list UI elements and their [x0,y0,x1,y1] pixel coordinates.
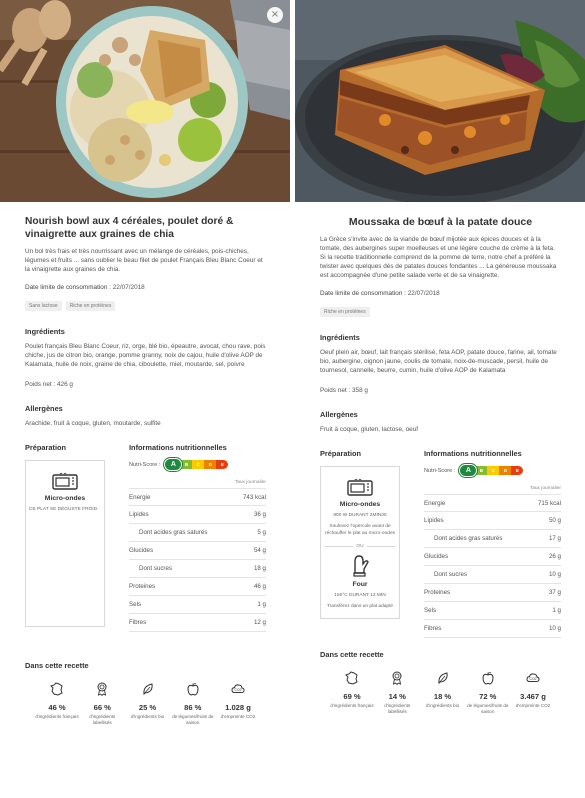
nutrition-row [424,584,561,602]
close-icon[interactable]: × [267,7,283,23]
nourish-bowl-image [0,0,290,202]
nutrition-row [424,530,561,548]
nutrient-name: Lipides [129,511,149,518]
nutrient-value: 37 g [548,589,561,596]
nutri-score-e: E [216,460,228,469]
net-weight-value: 426 g [56,381,73,388]
stat-label: d'ingrédients labellisés [384,703,411,714]
microwave-icon [347,479,373,497]
expiry-date [320,290,561,297]
nutrient-name: Dont acides gras saturés [139,529,208,536]
recipe-stats-heading: Dans cette recette [25,661,89,670]
ingredients-heading: Ingrédients [25,327,65,336]
nutri-score-b: B [475,466,487,475]
nutrition-row [424,620,561,638]
nutrition-row [424,512,561,530]
nutrient-value: 54 g [253,547,266,554]
stat-value: 1.028 g [225,703,251,712]
nutrient-value: 46 g [253,583,266,590]
nutrition-row [129,578,266,596]
net-weight-value: 358 g [351,387,368,394]
prep-method-name: Micro-ondes [339,501,381,508]
tag-lactose-free: Sans lactose [25,301,62,311]
stat-label: d'ingrédients bio [130,714,165,719]
nutrient-name: Proteines [424,589,451,596]
preparation-section [25,443,129,632]
nutrition-row [129,524,266,542]
stat-value: 86 % [184,703,202,712]
daily-value-label: Taux journalier [234,480,266,485]
prep-note: CE PLAT SE DÉGUSTE FROID. [29,507,99,512]
stat-value: 25 % [138,703,157,712]
prep-or-divider: OU [324,544,396,549]
stat-value: 69 % [343,692,361,701]
prep-note: Soulevez l'opercule avant de réchauffer le plat au micro-ondes [324,524,396,536]
stat-value: 3.467 g [520,692,546,701]
nutri-score-d: D [499,466,511,475]
nutrient-name: Dont sucres [139,565,173,572]
nutri-score-label: Nutri-Score : [424,467,456,474]
stat-labelled-ingredients [80,682,124,725]
nutrient-name: Dont sucres [434,571,468,578]
net-weight [25,381,266,388]
co2-cloud-icon [526,671,540,685]
nutrition-row [129,596,266,614]
stat-organic-ingredients [126,682,170,725]
nutrition-heading: Informations nutritionnelles [129,443,227,452]
svg-text:CO2: CO2 [529,677,537,681]
nutrition-row [424,566,561,584]
expiry-date-label: Date limite de consommation : [25,284,111,291]
stat-label: de légumes/fruits de saison [172,714,214,725]
diet-tags [25,301,266,311]
nutrition-row [129,542,266,560]
nutrient-name: Fibres [424,625,442,632]
stat-value: 66 % [93,703,111,712]
nutrition-row [424,602,561,620]
preparation-box [25,460,105,627]
nutri-score-scale [459,464,523,477]
ingredients-heading: Ingrédients [320,333,360,342]
stat-label: d'ingrédients labellisés [89,714,116,725]
nutri-score-a-selected: A [164,458,182,471]
nutrient-name: Fibres [129,619,147,626]
preparation-heading: Préparation [25,443,67,452]
leaf-icon [141,682,155,696]
nutrition-section [129,443,266,632]
moussaka-image [295,0,585,202]
nutri-score-a-selected: A [459,464,477,477]
nutrient-value: 5 g [257,529,266,536]
nutri-score-e: E [511,466,523,475]
nutri-score-c: C [487,466,499,475]
recipe-stats [320,671,561,714]
nutri-score-b: B [180,460,192,469]
nutrition-row [424,548,561,566]
allergens-text: Arachide, fruit à coque, gluten, moutarde, sulfite [25,420,161,427]
prep-and-nutrition [320,449,561,638]
nutrient-value: 10 g [548,571,561,578]
nutrition-row [129,488,266,506]
nutrient-name: Energie [424,499,446,507]
nutrient-value: 10 g [548,625,561,632]
expiry-date-value: 22/07/2018 [112,284,145,291]
nutrient-name: Sels [129,601,142,608]
net-weight [320,387,561,394]
stat-value: 14 % [388,692,406,701]
recipe-card-moussaka [295,0,585,798]
nutrition-heading: Informations nutritionnelles [424,449,522,458]
nutrition-row [424,494,561,512]
nutrient-value: 50 g [548,517,561,524]
nutrition-row [129,560,266,578]
stat-value: 72 % [479,692,497,701]
preparation-section [320,449,424,638]
allergens-heading: Allergènes [25,404,63,413]
recipe-stats-heading: Dans cette recette [320,650,384,659]
stat-seasonal-produce [466,671,510,714]
expiry-date-value: 22/07/2018 [407,290,440,297]
nutrient-value: 36 g [253,511,266,518]
stat-organic-ingredients [421,671,465,714]
nutrient-name: Glucides [424,553,449,560]
prep-method2-name: Four [352,581,368,588]
ingredients-text: Oeuf plein air, bœuf, lait français stérilisé, feta AOP, patate douce, farine, ail, tomate bio, aubergine, oignon jaune, coulis de tomate, noix-de-muscade, persil, huile de tournesol, cannelle, beurre, cumin, huile d'olive AOP de Kalamata [320,349,557,374]
nutrition-section [424,449,561,638]
dish-photo [295,0,585,202]
leaf-icon [436,671,450,685]
stat-labelled-ingredients [375,671,419,714]
recipe-card-nourish-bowl [0,0,290,798]
nutrient-value: 715 kcal [537,499,561,507]
nutrient-name: Proteines [129,583,156,590]
stat-french-ingredients [35,682,79,725]
nutrient-name: Lipides [424,517,444,524]
nutrient-value: 1 g [552,607,561,614]
expiry-date [25,284,266,291]
recipe-description: La Grèce s'invite avec de la viande de bœuf mijotée aux épices douces et à la tomate, des aubergines super moelleuses et une légère couche de crème à la feta. Si la recette traditionnelle comprend de la pomme de terre, notre chef a préféré la twister avec quelques dés de patates douces fondantes ... La généreuse moussaka est accompagnée d'une petite salade verte et de sa vinaigrette. [320,236,557,279]
award-ribbon-icon [390,671,404,685]
prep-and-nutrition [25,443,266,632]
microwave-icon [52,473,78,491]
stat-label: d'empreinte CO2 [220,714,256,719]
award-ribbon-icon [95,682,109,696]
nutrient-name: Dont acides gras saturés [434,535,503,542]
nutrient-name: Glucides [129,547,154,554]
allergens-heading: Allergènes [320,410,358,419]
dish-photo [0,0,290,202]
nutri-score [424,464,561,477]
nutri-score-scale [164,458,228,471]
oven-mitt-icon [350,553,370,577]
france-map-icon [345,671,359,685]
nutrient-name: Energie [129,493,151,501]
apple-icon [186,682,200,696]
stat-label: d'ingrédients français [35,714,79,719]
co2-cloud-icon [231,682,245,696]
tag-high-protein: Riche en protéines [66,301,116,311]
stat-label: d'ingrédients français [330,703,374,708]
stat-french-ingredients [330,671,374,714]
nutri-score-c: C [192,460,204,469]
nutrient-value: 17 g [548,535,561,542]
nutrition-table [129,488,266,632]
nutri-score [129,458,266,471]
stat-label: d'ingrédients bio [425,703,460,708]
france-map-icon [50,682,64,696]
preparation-box [320,466,400,619]
prep-method-name: Micro-ondes [44,495,86,502]
ingredients-text: Poulet français Bleu Blanc Coeur, riz, orge, blé bio, épeautre, avocat, chou rave, pois chiche, jus de citron bio, orange, pomme granny, noix de cajou, huile d'olive AOP de Kalamata, huile de noix, graine de chia, ciboulette, miel, moutarde, sel, poivre [25,343,266,368]
nutri-score-label: Nutri-Score : [129,461,161,468]
preparation-heading: Préparation [320,449,362,458]
diet-tags [320,307,561,317]
stat-label: d'empreinte CO2 [515,703,551,708]
recipe-description: Un bol très frais et très nourrissant avec un mélange de céréales, pois-chiches, légumes et fruits ... sans oublier le beau filet de poulet Français Bleu Blanc Coeur et la vinaigrette aux graines de chia. [25,248,263,273]
stat-co2-footprint [216,682,260,725]
svg-text:CO2: CO2 [234,688,242,692]
nutrient-value: 18 g [253,565,266,572]
expiry-date-label: Date limite de consommation : [320,290,406,297]
nutrition-row [129,614,266,632]
stat-label: de légumes/fruits de saison [467,703,509,714]
stat-value: 46 % [48,703,66,712]
nutrient-value: 26 g [548,553,561,560]
recipe-stats [25,682,266,725]
prep-time: 900 W DURANT 2MIN30 [333,513,387,518]
recipe-title: Moussaka de bœuf à la patate douce [348,216,533,228]
apple-icon [481,671,495,685]
allergens-text: Fruit à coque, gluten, lactose, oeuf [320,426,419,433]
nutrient-value: 743 kcal [242,493,266,501]
stat-co2-footprint [511,671,555,714]
net-weight-label: Poids net : [25,381,56,388]
stat-value: 18 % [433,692,452,701]
net-weight-label: Poids net : [320,387,351,394]
nutrient-value: 1 g [257,601,266,608]
nutrition-table [424,494,561,638]
prep-note2: Transférez dans un plat adapté [326,604,394,609]
recipe-title: Nourish bowl aux 4 céréales, poulet doré & vinaigrette aux graines de chia [25,216,234,240]
stat-seasonal-produce [171,682,215,725]
prep-time2: 150°C DURANT 12 MIN [334,593,386,598]
nutrient-value: 12 g [253,619,266,626]
nutri-score-d: D [204,460,216,469]
nutrition-row [129,506,266,524]
daily-value-label: Taux journalier [529,486,561,491]
tag-high-protein: Riche en protéines [320,307,370,317]
nutrient-name: Sels [424,607,437,614]
